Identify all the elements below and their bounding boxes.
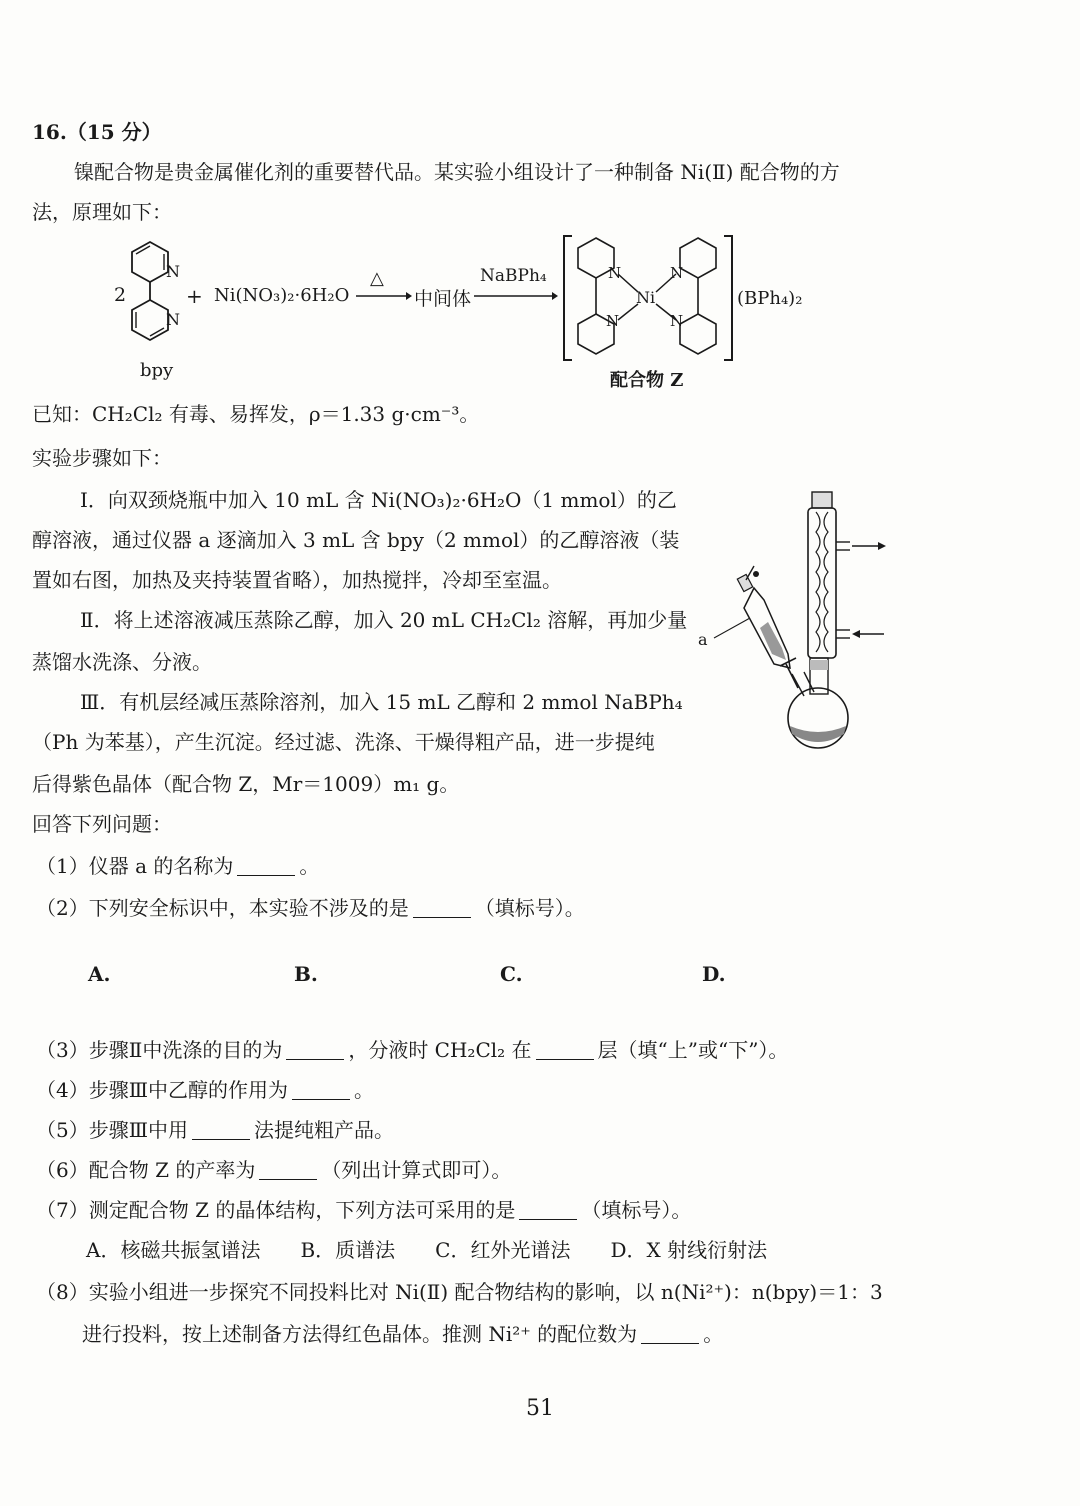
safety-option-b[interactable]: B. — [294, 962, 318, 986]
apparatus-diagram — [700, 488, 900, 758]
answer-blank-2[interactable] — [413, 899, 471, 918]
sodium-tetraphenylborate: NaBPh₄ — [480, 266, 547, 286]
answer-blank-8[interactable] — [641, 1325, 699, 1344]
question-score: （15 分） — [66, 120, 162, 144]
z-n-atom-1: N — [608, 264, 622, 282]
steps-title: 实验步骤如下： — [32, 446, 172, 470]
answer-blank-7[interactable] — [519, 1201, 577, 1220]
arrow-2 — [474, 291, 558, 301]
step-1-line-3: 置如右图，加热及夹持装置省略），加热搅拌，冷却至室温。 — [32, 568, 562, 592]
step-3-line-1: Ⅲ．有机层经减压蒸除溶剂，加入 15 mL 乙醇和 2 mmol NaBPh₄ — [80, 690, 683, 714]
question-8-line-1: （8）实验小组进一步探究不同投料比对 Ni(Ⅱ) 配合物结构的影响，以 n(Ni²⁺)：n(bpy)＝1：3 — [36, 1280, 883, 1304]
question-5: （5）步骤Ⅲ中用 法提纯粗产品。 — [36, 1118, 395, 1142]
z-n-atom-4: N — [670, 312, 684, 330]
step-3-line-3: 后得紫色晶体（配合物 Z，Mr＝1009）m₁ g。 — [32, 772, 460, 796]
step-3-line-2: （Ph 为苯基），产生沉淀。经过滤、洗涤、干燥得粗产品，进一步提纯 — [32, 730, 655, 754]
answer-blank-3a[interactable] — [286, 1041, 344, 1060]
question-7: （7）测定配合物 Z 的晶体结构，下列方法可采用的是 （填标号）。 — [36, 1198, 692, 1222]
question-1: （1）仪器 a 的名称为 。 — [36, 854, 320, 878]
intro-line-2: 法，原理如下： — [32, 200, 172, 224]
answer-title: 回答下列问题： — [32, 812, 172, 836]
intermediate: 中间体 — [414, 288, 472, 310]
bpy-n-atom-2: N — [166, 310, 180, 329]
step-2-line-2: 蒸馏水洗涤、分液。 — [32, 650, 212, 674]
known-info: 已知：CH₂Cl₂ 有毒、易挥发，ρ＝1.33 g·cm⁻³。 — [32, 402, 480, 426]
apparatus-label-a: a — [698, 630, 708, 649]
counter-ion: (BPh₄)₂ — [737, 288, 803, 309]
page-number: 51 — [526, 1396, 554, 1421]
question-6: （6）配合物 Z 的产率为 （列出计算式即可）。 — [36, 1158, 512, 1182]
answer-blank-1[interactable] — [237, 857, 295, 876]
z-n-atom-2: N — [606, 312, 620, 330]
question-2: （2）下列安全标识中，本实验不涉及的是 （填标号）。 — [36, 896, 585, 920]
coefficient: 2 — [114, 284, 127, 306]
answer-blank-4[interactable] — [292, 1081, 350, 1100]
bpy-n-atom-1: N — [166, 262, 180, 281]
answer-blank-3b[interactable] — [536, 1041, 594, 1060]
intro-line-1: 镍配合物是贵金属催化剂的重要替代品。某实验小组设计了一种制备 Ni(Ⅱ) 配合物的方 — [74, 160, 840, 184]
step-1-line-1: Ⅰ．向双颈烧瓶中加入 10 mL 含 Ni(NO₃)₂·6H₂O（1 mmol）的乙 — [80, 488, 677, 512]
safety-option-a[interactable]: A. — [88, 962, 111, 986]
question-header — [32, 118, 162, 146]
question-7-options: A．核磁共振氢谱法 B．质谱法 C．红外光谱法 D．X 射线衍射法 — [86, 1238, 768, 1262]
safety-option-c[interactable]: C. — [500, 962, 523, 986]
answer-blank-6[interactable] — [259, 1161, 317, 1180]
answer-blank-5[interactable] — [192, 1121, 250, 1140]
z-n-atom-3: N — [670, 264, 684, 282]
nickel-nitrate: Ni(NO₃)₂·6H₂O — [214, 285, 350, 306]
z-ni-atom: Ni — [636, 288, 656, 307]
question-8-line-2: 进行投料，按上述制备方法得红色晶体。推测 Ni²⁺ 的配位数为 。 — [82, 1322, 724, 1346]
plus-sign: + — [186, 284, 203, 308]
question-3: （3）步骤Ⅱ中洗涤的目的为 ，分液时 CH₂Cl₂ 在 层（填“上”或“下”）。 — [36, 1038, 789, 1062]
bpy-label: bpy — [140, 360, 174, 381]
question-4: （4）步骤Ⅲ中乙醇的作用为 。 — [36, 1078, 375, 1102]
question-number: 16. — [32, 120, 67, 144]
safety-option-d[interactable]: D. — [702, 962, 726, 986]
heat-symbol: △ — [370, 268, 384, 289]
step-1-line-2: 醇溶液，通过仪器 a 逐滴加入 3 mL 含 bpy（2 mmol）的乙醇溶液（装 — [32, 528, 680, 552]
step-2-line-1: Ⅱ．将上述溶液减压蒸除乙醇，加入 20 mL CH₂Cl₂ 溶解，再加少量 — [80, 608, 688, 632]
arrow-1 — [356, 291, 412, 301]
product-label: 配合物 Z — [610, 370, 684, 391]
